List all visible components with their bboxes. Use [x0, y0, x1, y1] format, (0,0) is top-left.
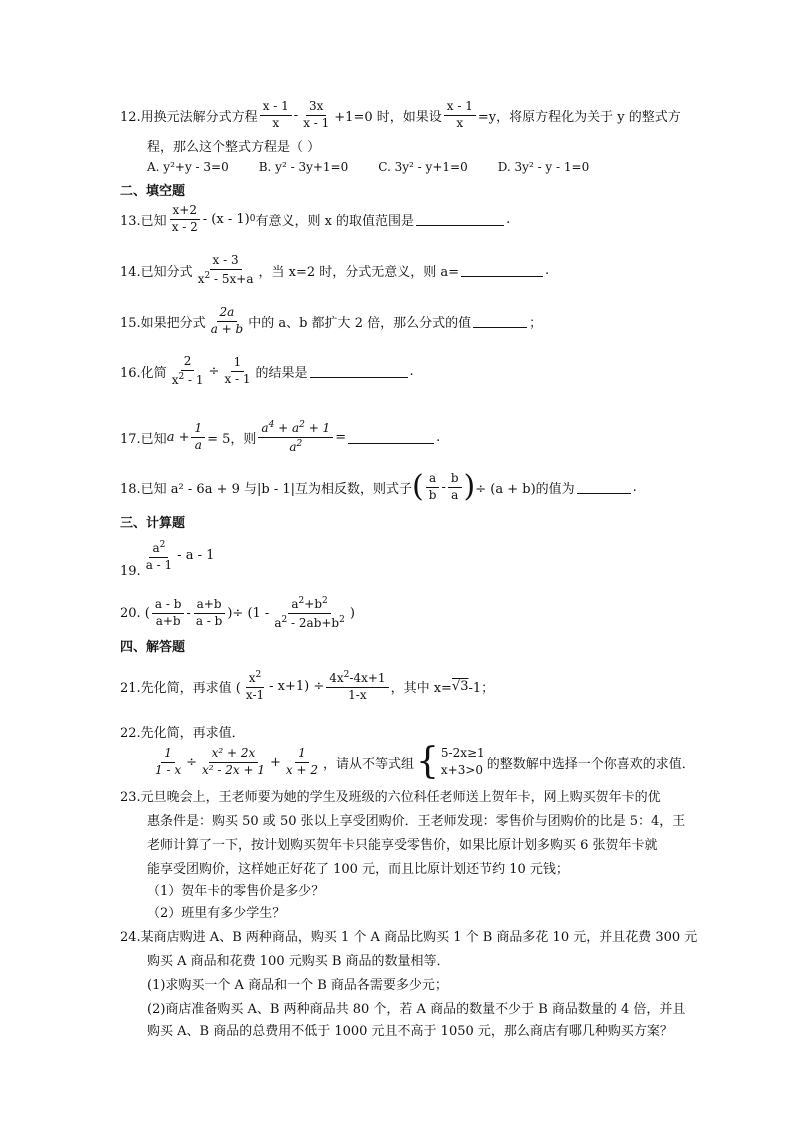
- q12-line-2: 程，那么这个整式方程是（ ）: [147, 140, 321, 155]
- q22-text: ，请从不等式组: [322, 756, 414, 772]
- denominator: x-1: [245, 687, 265, 702]
- denominator: x: [456, 115, 464, 130]
- denominator-x: x: [197, 271, 205, 286]
- denominator: x - 2: [171, 219, 198, 234]
- q12-text: =y，将原方程化为关于 y 的整式方: [477, 109, 681, 125]
- exponent: 2: [159, 540, 166, 550]
- numerator: [288, 596, 330, 614]
- numerator: 1: [295, 747, 309, 763]
- fraction: [152, 598, 185, 629]
- q20-text: ): [349, 605, 355, 621]
- fraction: [243, 670, 267, 703]
- q17-text: 17.已知: [120, 431, 167, 447]
- q17: [120, 420, 440, 455]
- plus-sign: +: [269, 754, 281, 770]
- numerator: [326, 670, 388, 688]
- q18: [120, 469, 637, 505]
- option-b: B. y² - 3y+1=0: [258, 160, 349, 174]
- q14: [120, 254, 549, 287]
- exponent: 4: [268, 420, 275, 430]
- divide-sign: ÷: [186, 754, 197, 770]
- q13-text: - (x - 1): [202, 211, 250, 227]
- inequality-2: x+3>0: [440, 763, 484, 777]
- numerator: 1: [161, 747, 175, 763]
- q21: [120, 670, 494, 703]
- term-a: a: [261, 421, 269, 435]
- numerator: [258, 420, 333, 438]
- answer-blank[interactable]: [348, 431, 434, 444]
- denominator: x: [272, 115, 280, 130]
- q20-text: )÷ (1 -: [227, 605, 270, 621]
- exponent: 2: [255, 670, 262, 680]
- inequality-1: 5-2x≥1: [440, 746, 485, 761]
- numerator: x - 3: [210, 254, 242, 270]
- q23-sub-2: （2）班里有多少学生？: [147, 906, 286, 921]
- q24-line-1: 24.某商店购进 A、B 两种商品，购买 1 个 A 商品比购买 1 个 B 商品多花 10 元，并且花费 300 元: [120, 930, 698, 945]
- sqrt-term: √3: [451, 678, 469, 694]
- fraction: [143, 540, 175, 573]
- q21-text: ，其中 x=: [390, 680, 452, 696]
- period: .: [506, 211, 511, 227]
- fraction: [258, 420, 333, 455]
- q16: [120, 355, 414, 388]
- answer-blank[interactable]: [461, 264, 543, 277]
- term-x: x: [248, 671, 256, 685]
- period: .: [545, 262, 550, 278]
- term-a: a: [289, 439, 297, 454]
- q16-text: 的结果是: [255, 365, 308, 381]
- period: .: [632, 479, 637, 495]
- q13-text: 有意义，则 x 的取值范围是: [255, 213, 415, 229]
- fraction: [300, 100, 332, 131]
- divide-sign: ÷: [208, 363, 220, 379]
- fraction: [326, 670, 388, 703]
- numerator: 1: [191, 422, 205, 438]
- denominator: a: [451, 487, 459, 502]
- term-a: + a: [274, 421, 300, 435]
- q12-line-1: [120, 100, 681, 131]
- q18-text: ÷ (a + b)的值为: [475, 481, 575, 497]
- q23-line-2: 惠条件是：购买 50 或 50 张以上享受团购价．王老师发现：零售价与团购价的比是 5：4，王: [147, 814, 686, 829]
- q21-text: 21.先化简，再求值 (: [120, 680, 241, 696]
- fraction: [191, 422, 205, 453]
- right-paren: ): [463, 469, 476, 505]
- exponent: 2: [298, 596, 305, 606]
- q14-text: 14.已知分式: [120, 264, 193, 280]
- term: -4x+1: [349, 671, 386, 685]
- numerator: 1: [231, 356, 245, 372]
- denominator: [271, 614, 348, 631]
- denominator: a+b: [155, 613, 181, 628]
- exponent: 2: [322, 596, 328, 606]
- denominator: x - 1: [303, 115, 330, 130]
- q23-sub-1: （1）贺年卡的零售价是多少？: [147, 884, 325, 899]
- numerator: 2: [181, 355, 195, 371]
- q23-line-3: 老师计算了一下，按计划购买贺年卡只能享受零售价，如果比原计划多购买 6 张贺年卡就: [147, 838, 658, 853]
- q12-text: 12.用换元法解分式方程: [120, 109, 258, 125]
- q22-line-1: 22.先化简，再求值．: [120, 726, 245, 741]
- numerator: a+b: [194, 598, 225, 614]
- q12-options: [147, 160, 619, 174]
- option-a: A. y²+y - 3=0: [147, 160, 229, 174]
- option-c: C. 3y² - y+1=0: [378, 160, 468, 174]
- q22-text: 的整数解中选择一个你喜欢的求值．: [486, 756, 695, 772]
- denominator: 1-x: [348, 687, 367, 702]
- term-a: a: [152, 541, 160, 555]
- answer-blank[interactable]: [310, 365, 408, 378]
- fraction: [193, 598, 226, 629]
- q24-sub-2: (2)商店准备购买 A、B 两种商品共 80 个，若 A 商品的数量不少于 B 商品数量的 4 倍，并且: [147, 1002, 686, 1017]
- q21-text: -1；: [468, 680, 495, 696]
- denominator: a - 1: [145, 557, 173, 572]
- numerator: [246, 670, 265, 688]
- period: .: [436, 429, 441, 445]
- fraction: [199, 747, 268, 778]
- term-const: + 1: [304, 421, 331, 435]
- exponent: 2: [299, 420, 305, 430]
- fraction: [208, 306, 247, 337]
- numerator: [149, 540, 168, 558]
- denominator: a + b: [210, 321, 244, 336]
- denominator: [169, 371, 207, 388]
- numerator: x - 1: [444, 100, 476, 116]
- fraction: [169, 355, 207, 388]
- q24-line-5: 购买 A、B 商品的总费用不低于 1000 元且不高于 1050 元，那么商店有哪几种购买方案？: [147, 1024, 673, 1039]
- q17-text: = 5，则: [207, 431, 257, 447]
- fraction: [283, 747, 321, 778]
- semicolon: ；: [529, 315, 543, 331]
- numerator: 2a: [217, 306, 238, 322]
- q16-text: 16.化简: [120, 365, 167, 381]
- section-heading-calculation: 三、计算题: [120, 516, 186, 531]
- answer-blank[interactable]: [416, 213, 504, 226]
- q13: [120, 204, 510, 235]
- section-heading-answer: 四、解答题: [120, 640, 186, 655]
- period: .: [409, 363, 414, 379]
- denominator: x² - 2x + 1: [202, 762, 265, 777]
- q19-number: 19.: [120, 563, 141, 579]
- answer-blank[interactable]: [473, 315, 527, 328]
- denominator: 1 - x: [155, 762, 182, 777]
- q22-line-2: [150, 741, 695, 782]
- denominator-x: x: [171, 372, 179, 387]
- numerator: x - 1: [260, 100, 292, 116]
- q18-text: 18.已知 a² - 6a + 9 与|b - 1|互为相反数，则式子: [120, 481, 413, 497]
- left-paren: (: [412, 469, 424, 505]
- minus-sign: -: [441, 479, 446, 495]
- q14-text: ，当 x=2 时，分式无意义，则 a=: [258, 264, 460, 280]
- q19: [120, 540, 215, 579]
- q24-line-2: 购买 A 商品和花费 100 元购买 B 商品的数量相等．: [147, 954, 450, 969]
- exponent: 2: [178, 371, 185, 382]
- denominator: x + 2: [285, 762, 318, 777]
- left-brace-icon: {: [416, 741, 439, 782]
- term: a: [274, 615, 282, 630]
- q21-text: - x+1) ÷: [269, 678, 325, 694]
- q15-text: 中的 a、b 都扩大 2 倍，那么分式的值: [248, 315, 472, 331]
- numerator: x² + 2x: [209, 747, 259, 763]
- exponent: 2: [281, 614, 288, 625]
- term: a: [291, 597, 299, 611]
- fraction: [221, 356, 253, 387]
- exponent: 2: [296, 438, 303, 449]
- q20: [120, 596, 355, 631]
- term: +b: [304, 597, 323, 611]
- numerator: 3x: [306, 100, 326, 116]
- q17-expr: a +: [166, 429, 190, 445]
- fraction: [271, 596, 348, 631]
- numerator: a - b: [152, 598, 185, 614]
- numerator: a: [426, 472, 439, 488]
- q23-line-1: 23.元旦晚会上，王老师要为她的学生及班级的六位科任老师送上贺年卡，网上购买贺年卡的优: [120, 790, 661, 805]
- inequality-rows: [441, 745, 485, 779]
- minus-sign: -: [293, 107, 299, 123]
- q20-text: 20. (: [120, 605, 150, 621]
- numerator: b: [448, 472, 462, 488]
- denominator: [195, 270, 257, 287]
- q23-line-4: 能享受团购价，这样她正好花了 100 元，而且比原计划还节约 10 元钱；: [147, 862, 569, 877]
- term: - 2ab+b: [287, 615, 340, 630]
- answer-blank[interactable]: [577, 481, 631, 494]
- exponent: 2: [204, 270, 211, 281]
- denominator: x - 1: [224, 371, 251, 386]
- fraction: [152, 747, 184, 778]
- q15: [120, 306, 542, 337]
- fraction: [195, 254, 257, 287]
- denominator: [286, 438, 305, 455]
- q15-text: 15.如果把分式: [120, 315, 206, 331]
- q12-text: +1=0 时，如果设: [334, 109, 442, 125]
- q13-text: 13.已知: [120, 213, 167, 229]
- fraction: [260, 100, 292, 131]
- exponent: 2: [339, 614, 345, 625]
- section-heading-fill-in: 二、填空题: [120, 184, 186, 199]
- denominator: a - b: [195, 613, 223, 628]
- minus-sign: -: [186, 605, 191, 621]
- option-d: D. 3y² - y - 1=0: [497, 160, 590, 174]
- denominator-rest: - 5x+a: [210, 271, 254, 286]
- denominator-rest: - 1: [184, 372, 204, 387]
- exponent: 2: [343, 670, 350, 680]
- fraction: [426, 472, 440, 503]
- fraction: [448, 472, 462, 503]
- q24-sub-1: (1)求购买一个 A 商品和一个 B 商品各需要多少元；: [147, 978, 448, 993]
- numerator: x+2: [170, 204, 200, 220]
- equals-sign: =: [335, 429, 347, 445]
- fraction: [169, 204, 201, 235]
- inequality-system: [416, 741, 485, 782]
- term: 4x: [329, 671, 344, 685]
- q19-rest: - a - 1: [177, 547, 215, 563]
- exponent: 0: [249, 214, 256, 225]
- denominator: b: [428, 487, 437, 502]
- denominator: a: [194, 437, 202, 452]
- fraction: [444, 100, 476, 131]
